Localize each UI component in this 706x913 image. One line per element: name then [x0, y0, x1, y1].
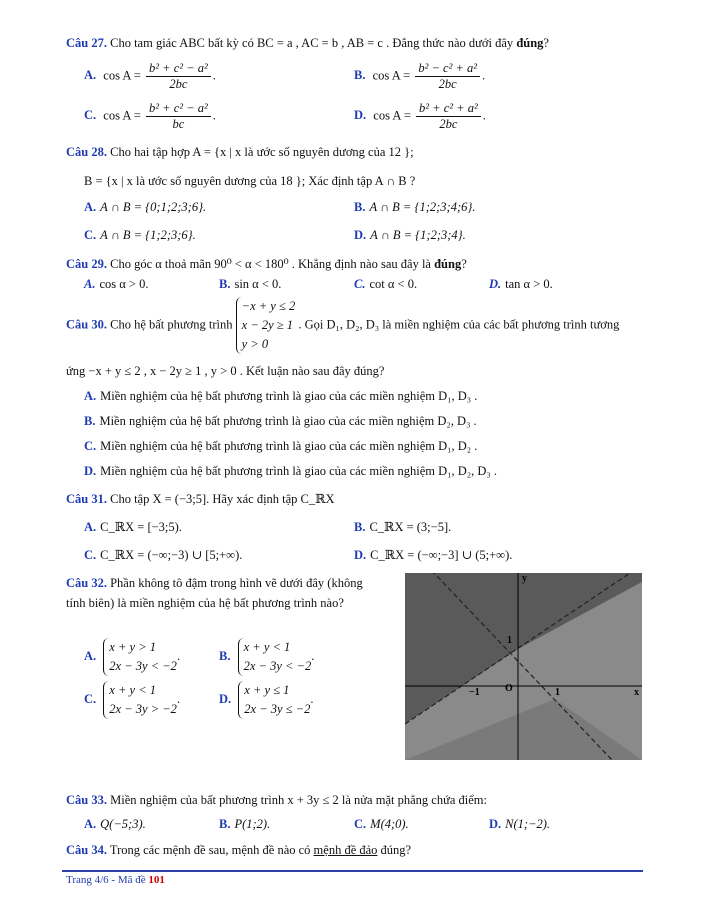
q34-pre: Trong các mệnh đề sau, mệnh đề nào có — [109, 843, 311, 857]
q33-option-d[interactable] — [489, 817, 550, 832]
option-key: A. — [84, 277, 96, 291]
option-key: C. — [354, 277, 366, 291]
q29-label: Câu 29. — [66, 257, 107, 271]
q29-option-a[interactable] — [84, 277, 148, 292]
option-lhs: cos A = — [103, 68, 141, 83]
q29-emph: đúng — [434, 257, 462, 271]
option-key: D. — [489, 817, 502, 831]
system-line: y > 0 — [241, 337, 269, 351]
q31-option-d[interactable] — [354, 547, 512, 563]
option-key: A. — [84, 817, 97, 831]
fraction-denominator: bc — [172, 117, 185, 131]
q27-option-d[interactable]: D. cos A = $\frac{\text{b² + c² + a²}}{2bc}$ . — [354, 101, 486, 131]
q27-option-b[interactable]: B. cos A = $\frac{\text{b² − c² + a²}}{2bc}$ . — [354, 61, 486, 91]
option-text: Miền nghiệm của hệ bất phương trình là giao của các miền nghiệm D₁, D₂ . — [100, 439, 478, 453]
q32-line2: tính biên) là miền nghiệm của hệ bất phương trình nào? — [66, 596, 344, 610]
system-line: x + y ≤ 1 — [244, 683, 290, 697]
option-system — [238, 681, 310, 719]
q32-option-c[interactable]: C. x + y < 1 2x − 3y > −2 . — [84, 681, 180, 719]
option-key: B. — [354, 68, 366, 83]
q27-option-a[interactable]: A. cos A = $\frac{\text{b² + c² − a²}}{2bc}$ . — [84, 61, 216, 91]
q32-option-a[interactable]: A. x + y > 1 2x − 3y < −2 . — [84, 638, 180, 676]
q29-option-b[interactable] — [219, 277, 281, 292]
q31-label: Câu 31. — [66, 492, 107, 506]
option-text: P(1;2). — [234, 817, 271, 831]
option-key: A. — [84, 68, 97, 83]
q28-option-c[interactable] — [84, 228, 196, 243]
q27-text: Cho tam giác ABC bất kỳ có BC = a , AC = b , AB = c . Đẳng thức nào dưới đây — [110, 36, 514, 50]
option-key: D. — [354, 548, 367, 562]
q30-system — [236, 297, 296, 354]
q30-line2: ứng −x + y ≤ 2 , x − 2y ≥ 1 , y > 0 . Kết luận nào sau đây đúng? — [66, 364, 385, 378]
option-key: D. — [84, 464, 97, 478]
q31-text: Cho tập X = (−3;5]. Hãy xác định tập C_ℝX — [110, 492, 335, 506]
option-key: A. — [84, 648, 97, 663]
q34-label: Câu 34. — [66, 843, 107, 857]
x-axis-label: x — [634, 687, 639, 698]
option-key: C. — [84, 691, 97, 706]
q28-option-b[interactable] — [354, 200, 476, 215]
option-key: B. — [84, 414, 96, 428]
option-text: Miền nghiệm của hệ bất phương trình là giao của các miền nghiệm D₁, D₂, D₃ . — [100, 464, 497, 478]
system-line: x + y < 1 — [243, 640, 291, 654]
q30-post: . Gọi D₁, D₂, D₃ là miền nghiệm của các bất phương trình tương — [298, 317, 620, 332]
q28-option-a[interactable] — [84, 200, 206, 215]
option-key: D. — [354, 108, 367, 123]
fraction-denominator: 2bc — [438, 77, 457, 91]
option-key: C. — [84, 108, 97, 123]
q33-option-b[interactable] — [219, 817, 270, 832]
q32-option-b[interactable]: B. x + y < 1 2x − 3y < −2 . — [219, 638, 314, 676]
option-key: A. — [84, 520, 97, 534]
option-system — [103, 638, 177, 676]
system-line: 2x − 3y ≤ −2 — [244, 702, 311, 716]
q29-text: Cho góc α thoả mãn 90⁰ < α < 180⁰ . Khẳng định nào sau đây là — [110, 257, 431, 271]
option-text: Q(−5;3). — [100, 817, 146, 831]
footer-divider — [62, 870, 643, 872]
option-key: D. — [354, 228, 367, 242]
q32-option-d[interactable]: D. x + y ≤ 1 2x − 3y ≤ −2 . — [219, 681, 313, 719]
tick-label-x-pos: 1 — [555, 687, 560, 698]
q33-stem — [66, 793, 487, 808]
option-lhs: cos A = — [372, 68, 411, 83]
option-key: C. — [354, 817, 367, 831]
q29-stem — [66, 256, 467, 272]
q30-option-b[interactable] — [84, 414, 477, 429]
origin-label: O — [505, 683, 513, 694]
option-text: A ∩ B = {1;2;3;4;6}. — [369, 200, 476, 214]
system-line: −x + y ≤ 2 — [241, 299, 296, 313]
option-key: D. — [489, 277, 502, 291]
q31-stem — [66, 491, 335, 507]
footer-text: Trang 4/6 - Mã đề — [66, 874, 146, 886]
fraction-denominator: 2bc — [439, 117, 458, 131]
system-line: 2x − 3y < −2 — [109, 659, 177, 673]
q33-label: Câu 33. — [66, 793, 107, 807]
q31-option-c[interactable] — [84, 547, 242, 563]
system-line: x − 2y ≥ 1 — [241, 318, 294, 332]
option-key: B. — [219, 648, 231, 663]
option-text: sin α < 0. — [234, 277, 282, 291]
q27-emph: đúng — [516, 36, 544, 50]
q30-option-a[interactable] — [84, 389, 477, 404]
q33-option-a[interactable] — [84, 817, 146, 832]
tick-label-y: 1 — [507, 635, 512, 646]
system-line: 2x − 3y < −2 — [243, 659, 312, 673]
option-key: C. — [84, 439, 97, 453]
q33-text: Miền nghiệm của bất phương trình x + 3y ≤ 2 là nửa mặt phẳng chứa điểm: — [110, 793, 487, 807]
q30-option-d[interactable] — [84, 464, 497, 479]
option-text: Miền nghiệm của hệ bất phương trình là giao của các miền nghiệm D₂, D₃ . — [99, 414, 477, 428]
option-system — [238, 638, 312, 676]
option-text: cos α > 0. — [99, 277, 149, 291]
option-text: A ∩ B = {1;2;3;6}. — [100, 228, 196, 242]
option-text: C_ℝX = (−∞;−3] ∪ (5;+∞). — [370, 548, 513, 562]
q28-line2: B = {x | x là ước số nguyên dương của 18 }; Xác định tập A ∩ B ? — [84, 174, 416, 188]
option-text: A ∩ B = {0;1;2;3;6}. — [100, 200, 207, 214]
option-system — [103, 681, 177, 719]
system-line: x + y < 1 — [109, 683, 156, 697]
option-key: B. — [219, 817, 231, 831]
q34-underlined: mệnh đề đảo — [313, 843, 378, 857]
fraction-numerator: b² + c² + a² — [416, 101, 481, 117]
q29-end: ? — [461, 257, 467, 271]
option-key: A. — [84, 389, 97, 403]
option-text: Miền nghiệm của hệ bất phương trình là giao của các miền nghiệm D₁, D₃ . — [100, 389, 478, 403]
option-text: tan α > 0. — [505, 277, 553, 291]
q31-option-a[interactable] — [84, 519, 182, 535]
q29-option-d[interactable] — [489, 277, 553, 292]
exam-code: 101 — [148, 874, 165, 886]
option-key: A. — [84, 200, 97, 214]
y-axis-label: y — [522, 573, 527, 584]
option-text: M(4;0). — [370, 817, 409, 831]
option-lhs: cos A = — [373, 108, 411, 123]
option-text: C_ℝX = (−∞;−3) ∪ [5;+∞). — [100, 548, 243, 562]
q30-stem — [66, 297, 619, 354]
q33-option-c[interactable] — [354, 817, 409, 832]
q27-stem — [66, 36, 549, 51]
q30-pre: Cho hệ bất phương trình — [110, 317, 233, 332]
q34-post: đúng? — [380, 843, 412, 857]
tick-label-x-neg: −1 — [469, 687, 480, 698]
q28-label: Câu 28. — [66, 145, 107, 159]
q28-stem — [66, 145, 414, 160]
option-text: C_ℝX = (3;−5]. — [369, 520, 452, 534]
option-text: N(1;−2). — [505, 817, 551, 831]
q29-option-c[interactable] — [354, 277, 417, 292]
option-key: B. — [354, 200, 366, 214]
page-footer — [66, 874, 165, 886]
option-text: A ∩ B = {1;2;3;4}. — [370, 228, 466, 242]
option-key: C. — [84, 548, 97, 562]
option-key: C. — [84, 228, 97, 242]
q32-label: Câu 32. — [66, 576, 107, 590]
q28-line1: Cho hai tập hợp A = {x | x là ước số nguyên dương của 12 }; — [110, 145, 414, 159]
q31-option-b[interactable] — [354, 519, 451, 535]
option-text: cot α < 0. — [369, 277, 418, 291]
q32-stem-line1 — [66, 576, 363, 591]
option-key: D. — [219, 691, 232, 706]
option-key: B. — [354, 520, 366, 534]
option-text: C_ℝX = [−3;5). — [100, 520, 182, 534]
q32-graph — [405, 573, 642, 760]
q30-label: Câu 30. — [66, 317, 107, 332]
q34-stem — [66, 843, 411, 858]
option-key: B. — [219, 277, 231, 291]
fraction-numerator: b² + c² − a² — [146, 101, 211, 117]
q27-option-c[interactable]: C. cos A = $\frac{\text{b² + c² − a²}}{bc}$ . — [84, 101, 216, 131]
system-line: 2x − 3y > −2 — [109, 702, 177, 716]
q28-option-d[interactable] — [354, 228, 466, 243]
q27-label: Câu 27. — [66, 36, 107, 50]
option-lhs: cos A = — [103, 108, 141, 123]
fraction-numerator: b² − c² + a² — [415, 61, 480, 77]
fraction-numerator: b² + c² − a² — [146, 61, 211, 77]
system-line: x + y > 1 — [109, 640, 156, 654]
q30-option-c[interactable] — [84, 439, 477, 454]
q27-end: ? — [543, 36, 549, 50]
fraction-denominator: 2bc — [169, 77, 188, 91]
q32-line1: Phần không tô đậm trong hình vẽ dưới đây (không — [110, 576, 363, 590]
